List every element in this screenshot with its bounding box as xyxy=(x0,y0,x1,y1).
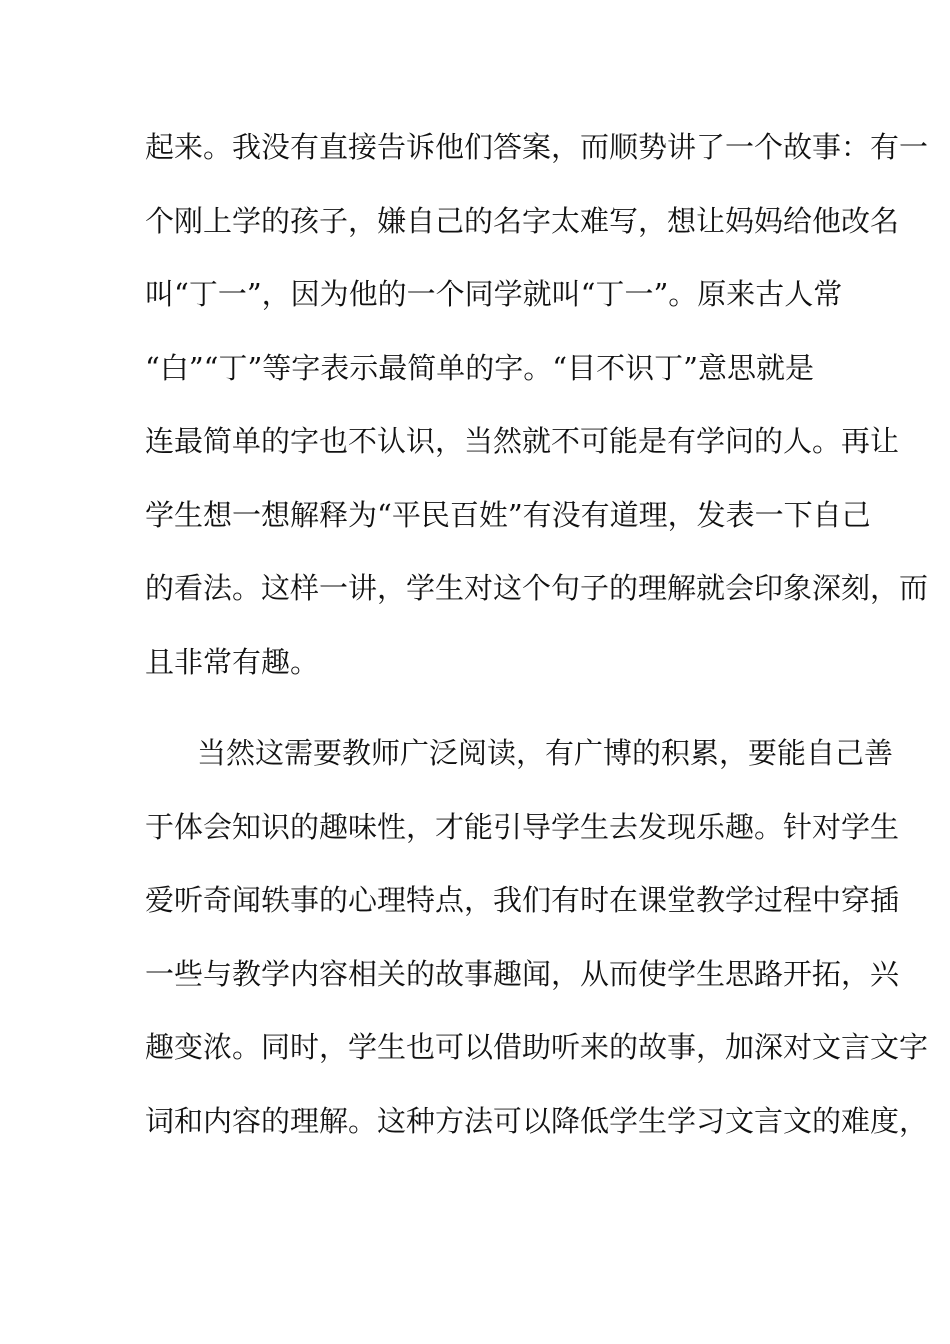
text-line: 一些与教学内容相关的故事趣闻，从而使学生思路开拓，兴 xyxy=(145,956,900,991)
text-line: “白”“丁”等字表示最简单的字。“目不识丁”意思就是 xyxy=(145,350,814,385)
paragraph xyxy=(145,733,929,1174)
text-line: 起来。我没有直接告诉他们答案，而顺势讲了一个故事：有一 xyxy=(145,130,929,164)
body-text xyxy=(145,127,929,1174)
text-line: 爱听奇闻轶事的心理特点，我们有时在课堂教学过程中穿插 xyxy=(145,883,900,917)
text-line: 当然这需要教师广泛阅读，有广博的积累，要能自己善 xyxy=(197,736,894,770)
text-line: 学生想一想解释为“平民百姓”有没有道理，发表一下自己 xyxy=(145,497,871,532)
text-line: 连最简单的字也不认识，当然就不可能是有学问的人。再让 xyxy=(145,424,900,458)
text-line: 个刚上学的孩子，嫌自己的名字太难写，想让妈妈给他改名 xyxy=(145,203,900,238)
text-line: 趣变浓。同时，学生也可以借助听来的故事，加深对文言文字 xyxy=(145,1030,929,1064)
text-line: 于体会知识的趣味性，才能引导学生去发现乐趣。针对学生 xyxy=(145,809,900,844)
paragraph xyxy=(145,127,929,715)
text-line: 词和内容的理解。这种方法可以降低学生学习文言文的难度， xyxy=(145,1103,929,1138)
text-line: 且非常有趣。 xyxy=(145,644,320,679)
text-line: 的看法。这样一讲，学生对这个句子的理解就会印象深刻，而 xyxy=(145,571,929,605)
text-line: 叫“丁一”，因为他的一个同学就叫“丁一”。原来古人常 xyxy=(145,277,843,311)
